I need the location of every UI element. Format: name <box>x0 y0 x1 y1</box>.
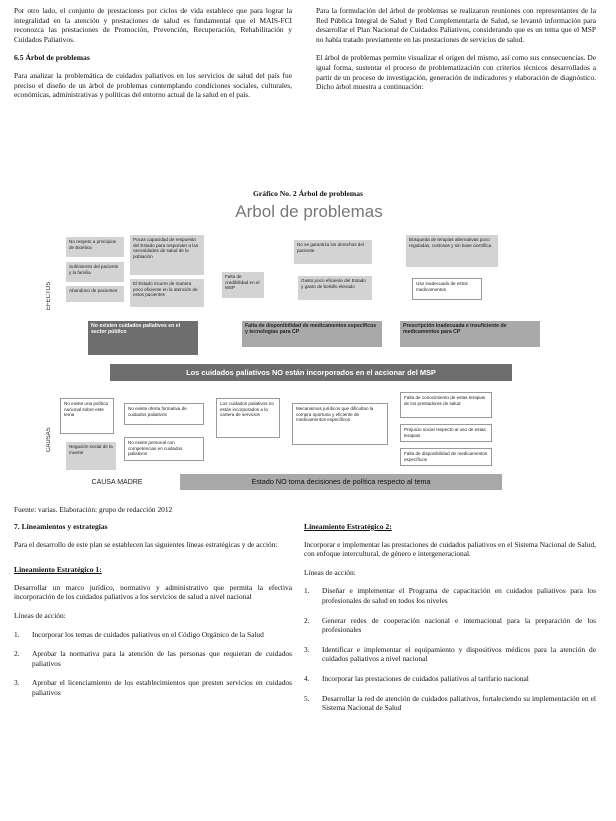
effect-box: Abandono de pacientes <box>66 286 124 302</box>
top-left-column <box>14 6 292 109</box>
list-item: 4. Incorporar las prestaciones de cuidados paliativos al tarifario nacional <box>304 673 529 683</box>
central-problem-bar: Los cuidados paliativos NO están incorporados en el accionar del MSP <box>110 364 512 381</box>
effect-box: El Estado incurre de manera poco eficiente en la atención de estos pacientes <box>130 279 204 307</box>
effect-box: Falta de credibilidad en el MSP <box>222 272 264 298</box>
list-item: 5. Desarrollar la red de atención de cuidados paliativos, fortaleciendo su implementación en el Sistema Nacional de Salud <box>304 693 596 713</box>
list-item: 1. Diseñar e implementar el Programa de capacitación en cuidados paliativos para los profesionales de salud en todos los niveles <box>304 586 596 605</box>
effect-box: No se garantiza los derechos del paciente <box>294 240 372 264</box>
top-right-column <box>316 6 596 101</box>
effect-box: Pocas capacidad de respuesta del Estado para responder a las necesidades de salud de la población <box>130 235 204 275</box>
paragraph: El árbol de problemas permite visualizar el origen del mismo, así como sus consecuencias. De igual forma, sustentar el proceso de problematización con criterios técnicos desarrollados a partir de un proceso de investigación, generación de indicadores y elaboración de diagnóstico. Dicho árbol muestra a continuación: <box>316 53 596 92</box>
paragraph: Para la formulación del árbol de problemas se realizaron reuniones con representantes de la Red Pública Integral de Salud y Red Complementaria de Salud, se levantó información para desarrollar el Plan Nacional de Cuidados Paliativos, considerando que es un tema que el MSP no había tratado previamente en las prestaciones de servicios de salud. <box>316 6 596 44</box>
cause-box: No existe personal con competencias en cuidados paliativos <box>124 437 204 461</box>
problem-tree-figure <box>44 202 574 494</box>
action-lines-list <box>304 586 596 712</box>
list-item: 1. Incorporar los temas de cuidados paliativos en el Código Orgánico de la Salud <box>14 629 264 639</box>
section-heading: 7. Lineamientos y estrategias <box>14 522 108 531</box>
paragraph: Por otro lado, el conjunto de prestaciones por ciclos de vida establece que para lograr la integralidad en la atención y prestaciones de salud es fundamental que el MAIS-FCI reconozca las prestaciones de Promoción, Prevención, Recuperación, Rehabilitación y Cuidados Paliativos. <box>14 6 292 44</box>
paragraph: Desarrollar un marco jurídico, normativo y administrativo que permita la efectiva incorporación de los cuidados paliativos a los servicios de salud a nivel nacional <box>14 582 292 602</box>
effect-box: Sufrimiento del paciente y la familia <box>66 262 124 282</box>
lines-label: Líneas de acción: <box>304 567 356 577</box>
mid-problem-box: Falta de disponibilidad de medicamentos específicos y tecnologías para CP <box>242 321 382 347</box>
lineamiento-title: Lineamiento Estratégico 1: <box>14 565 102 575</box>
effect-box: Gasto poco eficiente del Estado y gasto de bolsillo elevado <box>298 276 372 300</box>
root-cause-label: CAUSA MADRE <box>91 479 143 486</box>
list-item: 3. Identificar e implementar el equipamiento y dispositivos médicos para la atención de cuidados paliativos a nivel nacional <box>304 644 596 664</box>
cause-box: Falta de conocimiento de estas terapias de los prestadores de salud <box>400 392 492 418</box>
lines-label: Líneas de acción: <box>14 610 66 620</box>
figure-caption: Gráfico No. 2 Árbol de problemas <box>253 189 363 198</box>
cause-box: Los cuidados paliativos no están incorporados a la cartera de servicios <box>216 398 280 438</box>
list-item: 3. Aprobar el licenciamiento de los establecimientos que presten servicios en cuidados paliativos <box>14 678 292 697</box>
action-lines-list <box>14 630 292 698</box>
root-cause-bar: Estado NO toma decisiones de política respecto al tema <box>180 474 502 490</box>
effect-box: Uso inadecuado de estos medicamentos <box>412 278 482 300</box>
figure-title: Arbol de problemas <box>235 202 383 221</box>
paragraph: Incorporar e implementar las prestaciones de cuidados paliativos en el Sistema Nacional de Salud, con enfoque intercultural, de género e intergeneracional. <box>304 539 596 559</box>
cause-box: No existe una política nacional sobre este tema <box>60 398 114 434</box>
mid-problem-box: No existen cuidados paliativos en el sector público <box>88 321 198 355</box>
efectos-label: EFECTOS <box>46 281 52 310</box>
effect-box: Búsqueda de terapias alternativas poco reguladas, costosas y sin base científica <box>406 235 498 267</box>
section-heading: 6.5 Árbol de problemas <box>14 53 90 63</box>
mid-problem-box: Prescripción inadecuada e insuficiente de medicamentos para CP <box>400 321 540 347</box>
list-item: 2. Aprobar la normativa para la atención de las personas que requieran de cuidados paliativos <box>14 649 292 668</box>
list-item: 2. Generar redes de cooperación nacional e internacional para la preparación de los profesionales <box>304 615 596 635</box>
causas-label: CAUSAS <box>46 427 52 452</box>
bottom-left-column <box>14 520 292 708</box>
lineamiento-title: Lineamiento Estratégico 2: <box>304 522 392 531</box>
effect-box: No respeto a principios de Bioética <box>66 237 124 257</box>
cause-box: Falta de disponibilidad de medicamentos específicos <box>400 448 492 466</box>
bottom-right-column <box>304 522 596 723</box>
paragraph: Para el desarrollo de este plan se establecen las siguientes líneas estratégicas y de acción: <box>14 539 278 549</box>
cause-box: Negación social de la muerte <box>66 442 116 470</box>
cause-box: Prejuicio social respecto al uso de estas terapias <box>400 424 492 442</box>
figure-source: Fuente: varias. Elaboración: grupo de redacción 2012 <box>14 505 173 514</box>
paragraph: Para analizar la problemática de cuidados paliativos en los servicios de salud del país fue preciso el diseño de un árbol de problemas contemplando condiciones sociales, culturales, económicas, administrativas y políticas del entorno actual de la salud en el país. <box>14 70 292 100</box>
cause-box: No existe oferta formativa de cuidados paliativos <box>124 403 204 425</box>
cause-box: Mecanismos jurídicos que dificultan la compra oportuna y eficiente de medicamentos específicos <box>292 403 388 445</box>
